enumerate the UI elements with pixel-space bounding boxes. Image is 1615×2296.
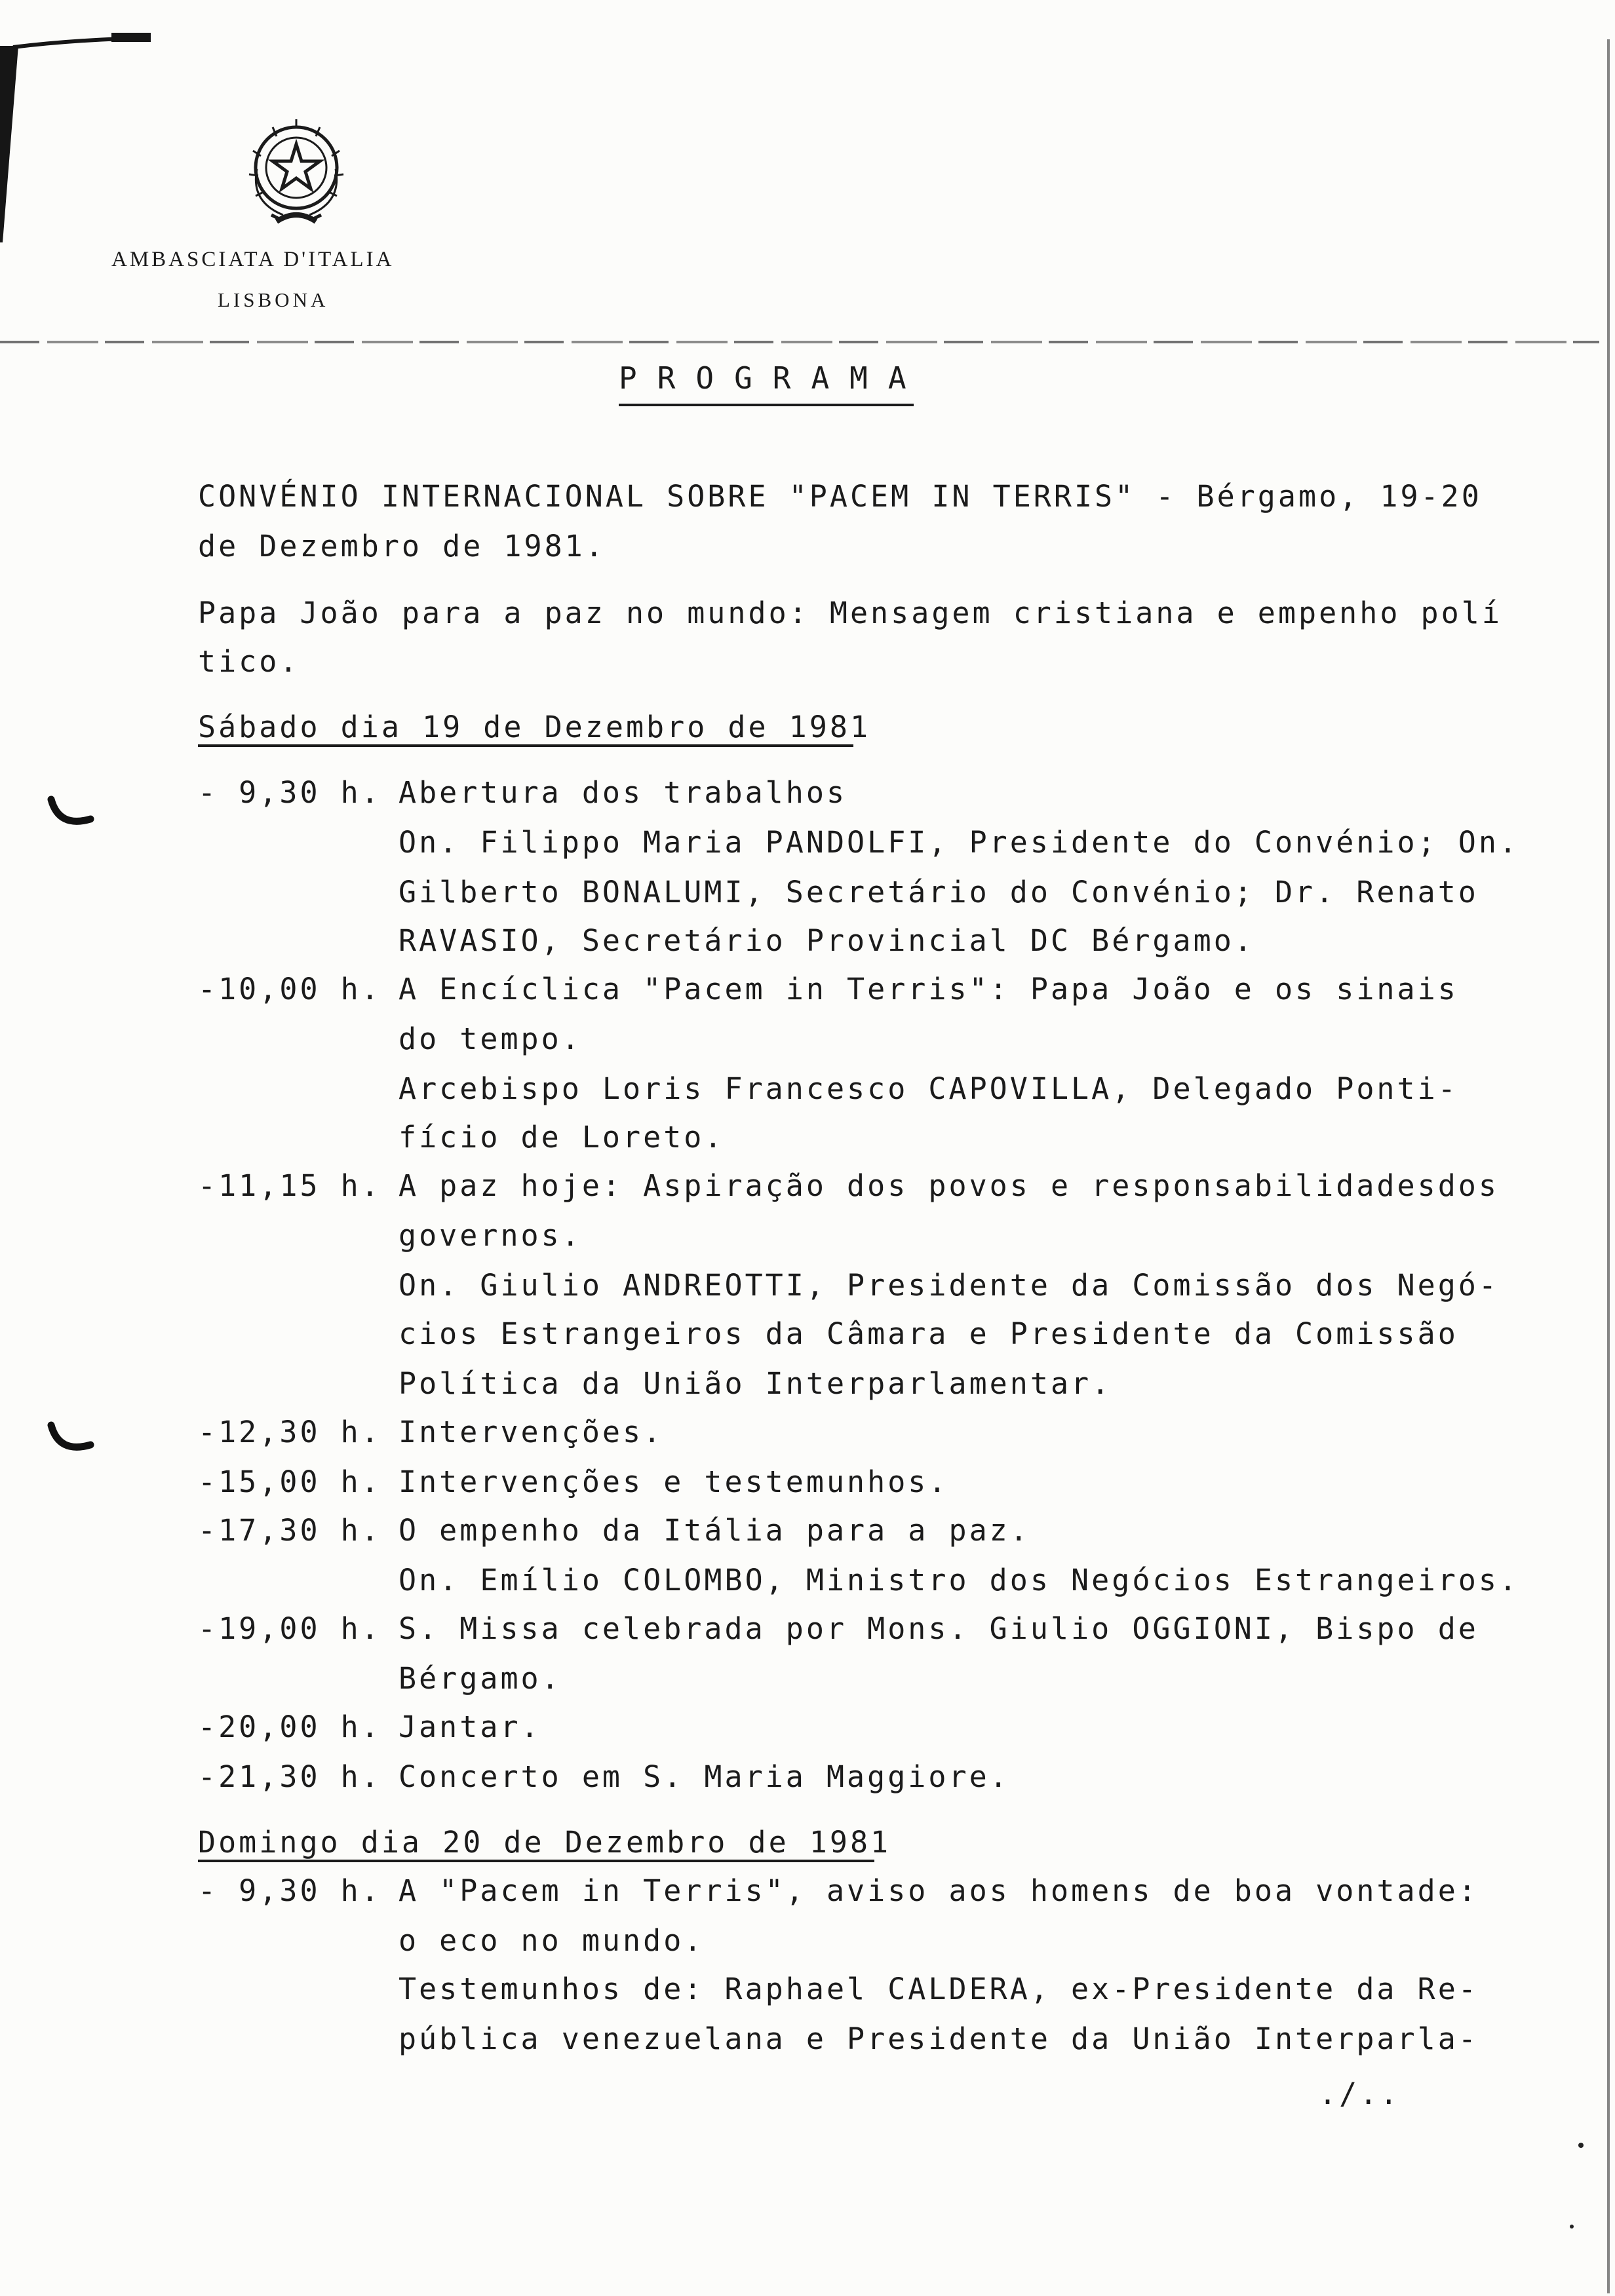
day2-heading-underline bbox=[198, 1860, 874, 1862]
schedule-text: do tempo. bbox=[399, 1022, 582, 1056]
schedule-text: On. Emílio COLOMBO, Ministro dos Negócios Estrangeiros. bbox=[399, 1563, 1520, 1598]
intro-line: CONVÉNIO INTERNACIONAL SOBRE "PACEM IN TERRIS" - Bérgamo, 19-20 bbox=[198, 479, 1482, 514]
italian-republic-emblem bbox=[237, 110, 355, 241]
schedule-time: - 9,30 h. bbox=[198, 775, 381, 810]
schedule-text: S. Missa celebrada por Mons. Giulio OGGIONI, Bispo de bbox=[399, 1611, 1479, 1646]
schedule-text: O empenho da Itália para a paz. bbox=[399, 1513, 1030, 1548]
schedule-text: A paz hoje: Aspiração dos povos e responsabilidadesdos bbox=[399, 1168, 1499, 1203]
schedule-time: -21,30 h. bbox=[198, 1759, 381, 1794]
embassy-city: LISBONA bbox=[218, 288, 329, 311]
schedule-text: governos. bbox=[399, 1218, 582, 1253]
day2-heading: Domingo dia 20 de Dezembro de 1981 bbox=[198, 1825, 891, 1860]
scan-hole-mark-2 bbox=[46, 1412, 98, 1464]
schedule-text: Política da União Interparlamentar. bbox=[399, 1366, 1112, 1401]
scan-hole-mark-1 bbox=[46, 786, 98, 839]
schedule-time: -12,30 h. bbox=[198, 1415, 381, 1449]
scan-right-dot-1 bbox=[1578, 2143, 1584, 2148]
schedule-text: RAVASIO, Secretário Provincial DC Bérgamo. bbox=[399, 923, 1255, 958]
day1-heading-underline bbox=[198, 744, 853, 747]
schedule-time: -11,15 h. bbox=[198, 1168, 381, 1203]
schedule-text: A "Pacem in Terris", aviso aos homens de boa vontade: bbox=[399, 1873, 1479, 1908]
schedule-text: pública venezuelana e Presidente da União Interparla- bbox=[399, 2021, 1479, 2056]
scan-right-edge bbox=[1607, 39, 1610, 2293]
schedule-text: On. Filippo Maria PANDOLFI, Presidente do Convénio; On. bbox=[399, 825, 1520, 860]
schedule-text: Testemunhos de: Raphael CALDERA, ex-Presidente da Re- bbox=[399, 1972, 1479, 2006]
title-underline bbox=[619, 404, 914, 406]
schedule-text: Jantar. bbox=[399, 1710, 541, 1744]
schedule-time: -20,00 h. bbox=[198, 1710, 381, 1744]
schedule-time: -15,00 h. bbox=[198, 1464, 381, 1499]
schedule-text: Abertura dos trabalhos bbox=[399, 775, 847, 810]
intro-line: Papa João para a paz no mundo: Mensagem cristiana e empenho polí bbox=[198, 596, 1502, 630]
schedule-time: -10,00 h. bbox=[198, 972, 381, 1006]
schedule-text: Arcebispo Loris Francesco CAPOVILLA, Delegado Ponti- bbox=[399, 1071, 1458, 1106]
schedule-text: Concerto em S. Maria Maggiore. bbox=[399, 1759, 1010, 1794]
schedule-text: Gilberto BONALUMI, Secretário do Convénio; Dr. Renato bbox=[399, 875, 1479, 909]
schedule-time: -17,30 h. bbox=[198, 1513, 381, 1548]
embassy-name: AMBASCIATA D'ITALIA bbox=[111, 248, 395, 271]
intro-line: de Dezembro de 1981. bbox=[198, 529, 606, 564]
scan-corner-mark bbox=[0, 20, 157, 242]
schedule-text: o eco no mundo. bbox=[399, 1923, 705, 1958]
intro-line: tico. bbox=[198, 644, 300, 679]
schedule-text: On. Giulio ANDREOTTI, Presidente da Comissão dos Negó- bbox=[399, 1268, 1499, 1303]
schedule-time: -19,00 h. bbox=[198, 1611, 381, 1646]
schedule-text: A Encíclica "Pacem in Terris": Papa João e os sinais bbox=[399, 972, 1458, 1006]
day1-heading: Sábado dia 19 de Dezembro de 1981 bbox=[198, 710, 871, 744]
page-title: PROGRAMA bbox=[619, 360, 927, 396]
schedule-text: Intervenções. bbox=[399, 1415, 664, 1449]
schedule-time: - 9,30 h. bbox=[198, 1873, 381, 1908]
schedule-text: Bérgamo. bbox=[399, 1661, 562, 1696]
schedule-text: fício de Loreto. bbox=[399, 1120, 725, 1155]
scan-right-dot-2 bbox=[1570, 2225, 1574, 2229]
header-divider bbox=[0, 341, 1599, 343]
schedule-text: cios Estrangeiros da Câmara e Presidente da Comissão bbox=[399, 1316, 1458, 1351]
continuation-mark: ./.. bbox=[1319, 2076, 1401, 2111]
schedule-text: Intervenções e testemunhos. bbox=[399, 1464, 949, 1499]
